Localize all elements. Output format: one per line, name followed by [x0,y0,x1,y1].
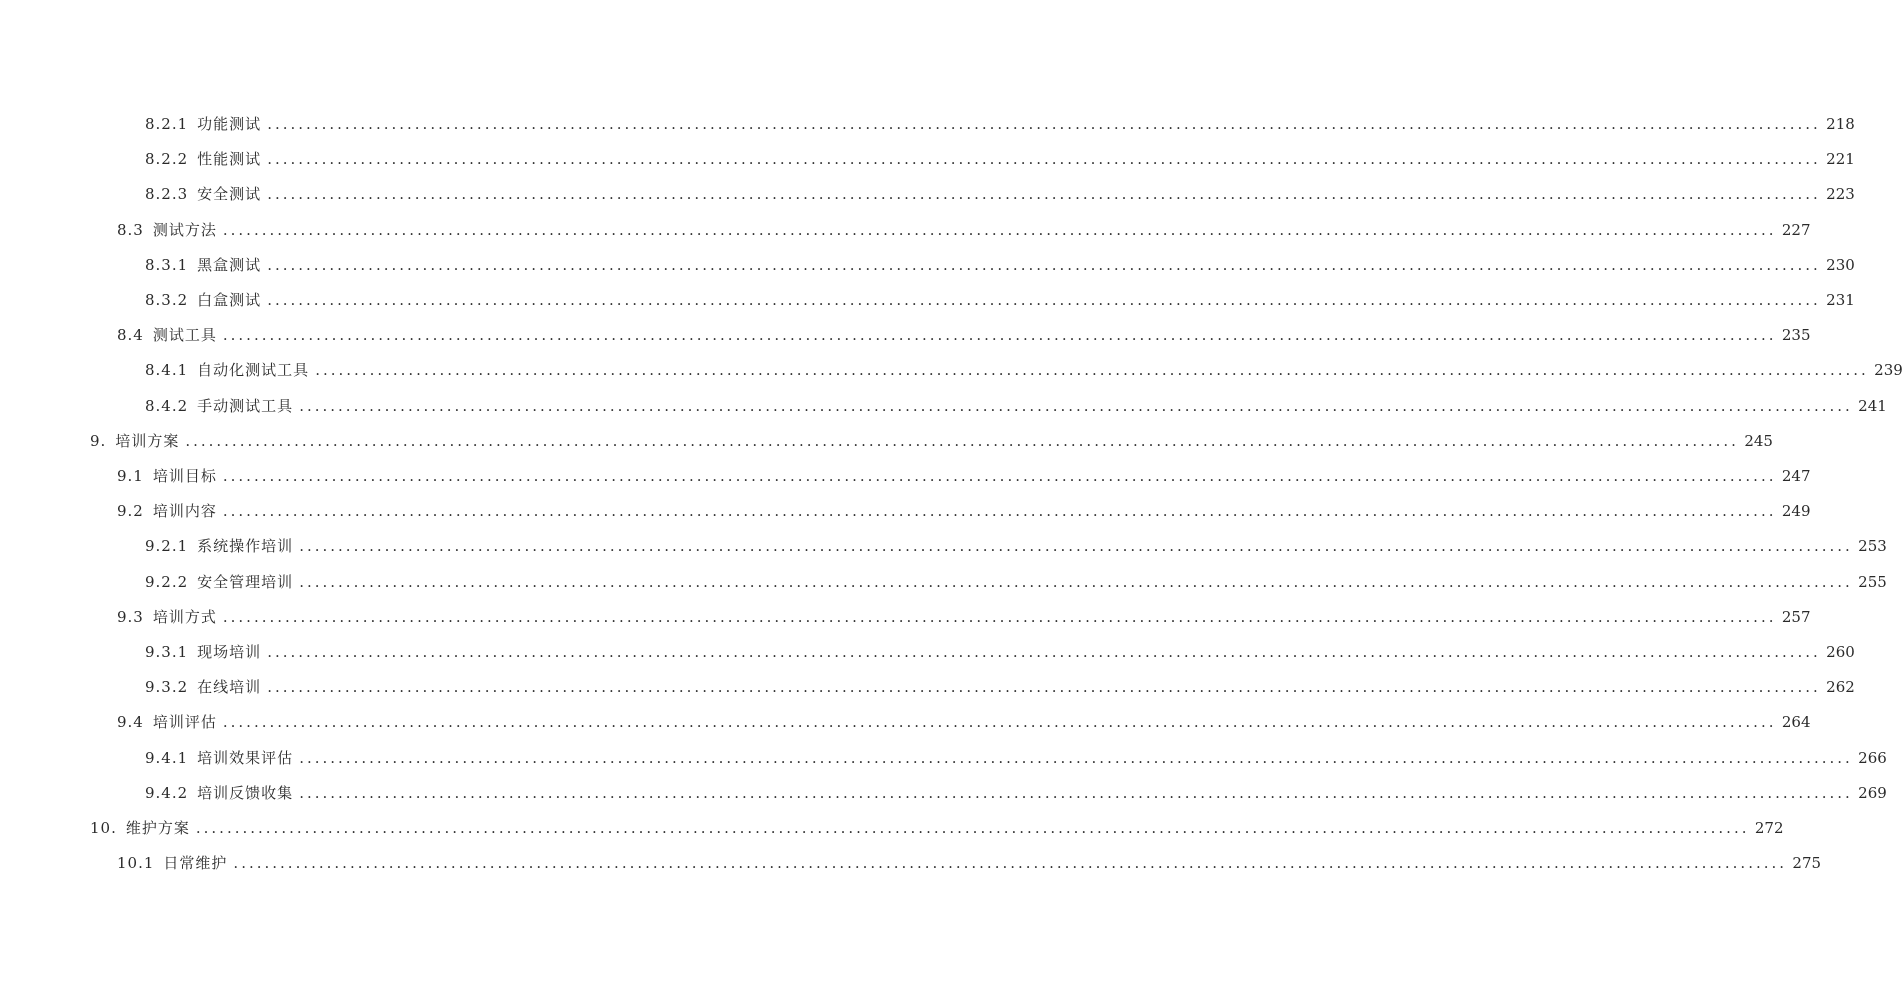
toc-entry[interactable] [117,606,1811,628]
toc-entry-number: 8.4 [117,326,144,344]
toc-entry-page-number: 253 [1858,537,1887,555]
toc-entry[interactable] [145,359,1903,381]
toc-entry-page-number: 262 [1826,678,1855,696]
toc-entry-page-number: 272 [1754,819,1784,837]
toc-entry-number: 9.3.1 [145,643,189,661]
dot-leader: ........................................................................................................................................................................................................ [267,150,1821,168]
toc-entry[interactable] [90,817,1784,839]
toc-entry-title: 在线培训 [197,678,262,696]
dot-leader: ........................................................................................................................................................................................................ [222,502,1777,520]
toc-entry-number: 9.2.2 [145,573,189,591]
toc-entry-number: 9.1 [117,467,144,485]
toc-entry-title: 安全测试 [197,185,262,203]
toc-entry-page-number: 223 [1826,185,1855,203]
toc-entry-number: 8.3.1 [145,256,189,274]
dot-leader: ........................................................................................................................................................................................................ [267,643,1821,661]
dot-leader: ........................................................................................................................................................................................................ [195,819,1750,837]
toc-entry[interactable] [90,430,1773,452]
toc-entry-page-number: 269 [1858,784,1887,802]
dot-leader: ........................................................................................................................................................................................................ [267,185,1821,203]
toc-entry-title: 黑盒测试 [197,256,262,274]
toc-entry-number: 8.3.2 [145,291,189,309]
dot-leader: ........................................................................................................................................................................................................ [222,713,1777,731]
toc-entry[interactable] [117,324,1811,346]
toc-entry-number: 9.4 [117,713,144,731]
toc-entry-page-number: 231 [1826,291,1855,309]
toc-entry-number: 8.4.2 [145,397,189,415]
dot-leader: ........................................................................................................................................................................................................ [267,678,1821,696]
toc-entry-page-number: 221 [1826,150,1855,168]
dot-leader: ........................................................................................................................................................................................................ [299,784,1853,802]
toc-entry[interactable] [117,852,1822,874]
toc-entry[interactable] [145,747,1887,769]
toc-entry-number: 9.4.1 [145,749,189,767]
toc-entry-number: 8.4.1 [145,361,189,379]
toc-entry[interactable] [145,113,1855,135]
toc-entry[interactable] [145,395,1887,417]
toc-entry-page-number: 275 [1792,854,1822,872]
dot-leader: ........................................................................................................................................................................................................ [299,573,1853,591]
toc-entry-title: 培训方案 [115,432,180,450]
toc-entry-title: 培训反馈收集 [197,784,294,802]
toc-entry-page-number: 218 [1826,115,1855,133]
dot-leader: ........................................................................................................................................................................................................ [315,361,1869,379]
toc-entry-number: 8.2.1 [145,115,189,133]
toc-entry[interactable] [145,782,1887,804]
toc-entry[interactable] [145,148,1855,170]
toc-entry-page-number: 264 [1781,713,1811,731]
toc-entry-page-number: 266 [1858,749,1887,767]
toc-entry[interactable] [145,571,1887,593]
toc-entry-page-number: 235 [1781,326,1811,344]
toc-entry-title: 培训评估 [152,713,217,731]
toc-entry[interactable] [145,676,1855,698]
dot-leader: ........................................................................................................................................................................................................ [222,608,1777,626]
toc-entry-title: 维护方案 [125,819,190,837]
toc-entry[interactable] [145,289,1855,311]
toc-entry-number: 9.2 [117,502,144,520]
dot-leader: ........................................................................................................................................................................................................ [267,115,1821,133]
toc-entry-page-number: 260 [1826,643,1855,661]
toc-entry-page-number: 227 [1781,221,1811,239]
toc-entry-title: 手动测试工具 [197,397,294,415]
dot-leader: ........................................................................................................................................................................................................ [233,854,1788,872]
toc-entry-page-number: 245 [1744,432,1773,450]
toc-entry-title: 功能测试 [197,115,262,133]
toc-entry-number: 9.4.2 [145,784,189,802]
toc-entry[interactable] [117,711,1811,733]
toc-entry-title: 培训内容 [152,502,217,520]
toc-entry-title: 日常维护 [163,854,228,872]
dot-leader: ........................................................................................................................................................................................................ [267,291,1821,309]
dot-leader: ........................................................................................................................................................................................................ [185,432,1739,450]
dot-leader: ........................................................................................................................................................................................................ [222,326,1777,344]
toc-entry-number: 9.2.1 [145,537,189,555]
toc-entry-page-number: 241 [1858,397,1887,415]
toc-entry-title: 培训效果评估 [197,749,294,767]
toc-entry[interactable] [145,183,1855,205]
toc-entry-title: 自动化测试工具 [197,361,310,379]
toc-entry-title: 白盒测试 [197,291,262,309]
toc-entry-page-number: 257 [1781,608,1811,626]
toc-entry[interactable] [117,219,1811,241]
dot-leader: ........................................................................................................................................................................................................ [299,749,1853,767]
toc-entry-number: 8.2.2 [145,150,189,168]
toc-entry[interactable] [117,465,1811,487]
toc-entry-number: 8.3 [117,221,144,239]
toc-entry-number: 10. [90,819,117,837]
toc-entry-title: 现场培训 [197,643,262,661]
dot-leader: ........................................................................................................................................................................................................ [222,467,1777,485]
toc-entry[interactable] [117,500,1811,522]
toc-entry-number: 10.1 [117,854,155,872]
toc-entry-number: 9.3 [117,608,144,626]
toc-entry-page-number: 249 [1781,502,1811,520]
dot-leader: ........................................................................................................................................................................................................ [299,397,1853,415]
toc-entry-number: 8.2.3 [145,185,189,203]
toc-entry-title: 安全管理培训 [197,573,294,591]
toc-entry-page-number: 255 [1858,573,1887,591]
toc-entry-title: 性能测试 [197,150,262,168]
dot-leader: ........................................................................................................................................................................................................ [267,256,1821,274]
toc-entry[interactable] [145,254,1855,276]
toc-entry-title: 系统操作培训 [197,537,294,555]
toc-entry-page-number: 230 [1826,256,1855,274]
toc-entry-page-number: 239 [1874,361,1903,379]
toc-entry-number: 9. [90,432,107,450]
dot-leader: ........................................................................................................................................................................................................ [299,537,1853,555]
toc-entry-title: 测试方法 [152,221,217,239]
toc-entry-number: 9.3.2 [145,678,189,696]
toc-entry[interactable] [145,641,1855,663]
toc-entry-title: 培训方式 [152,608,217,626]
dot-leader: ........................................................................................................................................................................................................ [222,221,1777,239]
toc-entry-page-number: 247 [1781,467,1811,485]
toc-entry[interactable] [145,535,1887,557]
toc-entry-title: 测试工具 [152,326,217,344]
toc-entry-title: 培训目标 [152,467,217,485]
